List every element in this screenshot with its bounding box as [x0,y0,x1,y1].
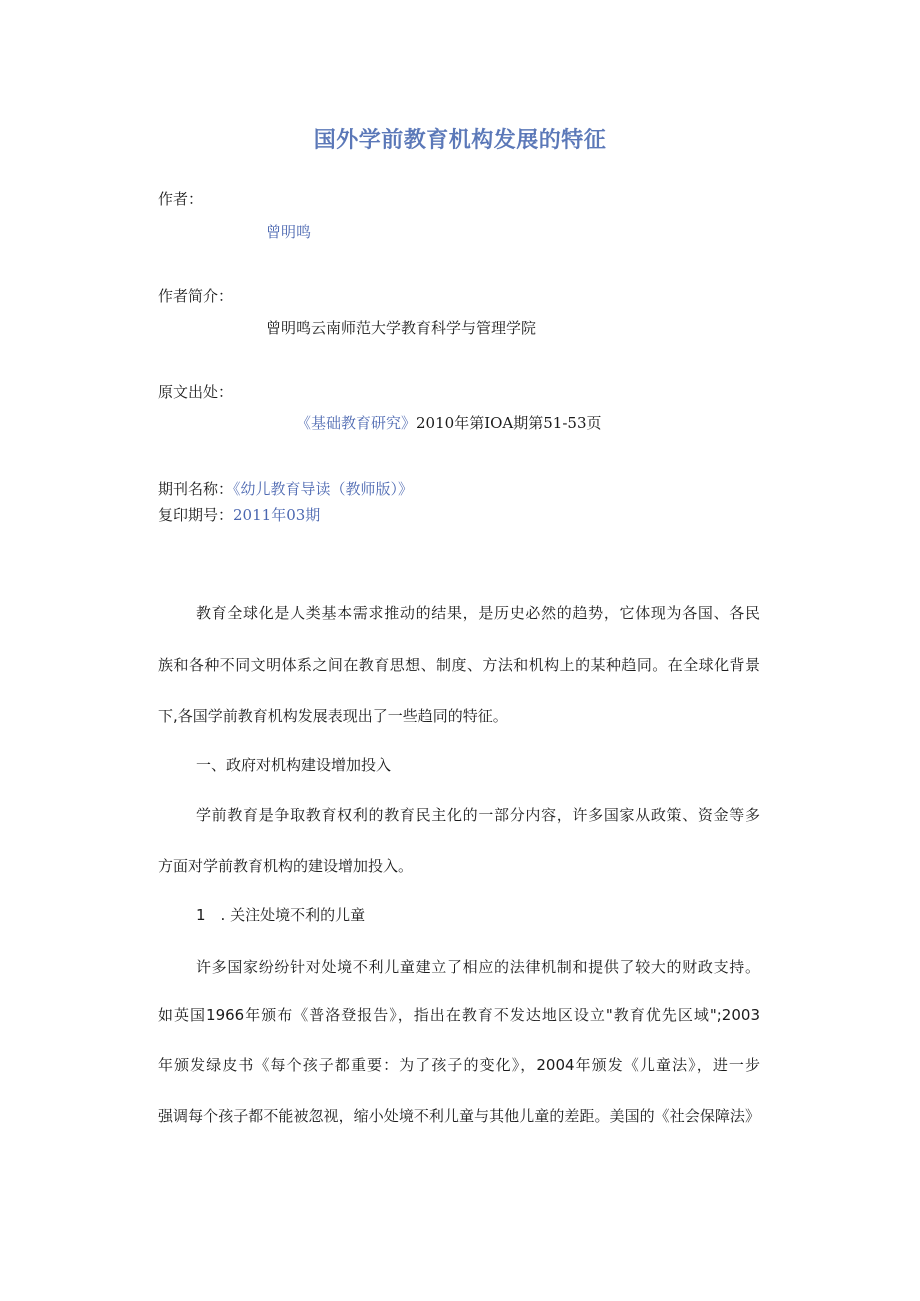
periodical-row [158,478,413,499]
paragraph-line: 年颁发绿皮书《每个孩子都重要：为了孩子的变化》，2004年颁发《儿童法》，进一步 [158,1056,760,1074]
author-name-link[interactable]: 曾明鸣 [266,223,312,241]
paragraph-line: 下,各国学前教育机构发展表现出了一些趋同的特征。 [158,707,508,725]
periodical-label: 期刊名称： [158,480,234,498]
paragraph-line: 强调每个孩子都不能被忽视，缩小处境不利儿童与其他儿童的差距。美国的《社会保障法》 [158,1107,760,1125]
reprint-label: 复印期号： [158,506,234,524]
reprint-row [158,504,320,525]
paragraph-line: 方面对学前教育机构的建设增加投入。 [158,857,414,875]
author-intro-label: 作者简介： [158,287,234,305]
periodical-name-link[interactable]: 《幼儿教育导读（教师版）》 [233,480,414,498]
author-intro-text: 曾明鸣云南师范大学教育科学与管理学院 [266,319,537,337]
source-label: 原文出处： [158,383,234,401]
section-heading: 一、政府对机构建设增加投入 [196,756,392,774]
subsection-heading: 1 . 关注处境不利的儿童 [196,906,366,924]
reprint-issue-link[interactable]: 2011年03期 [233,506,321,524]
paragraph-line: 学前教育是争取教育权利的教育民主化的一部分内容，许多国家从政策、资金等多 [196,806,760,824]
source-citation [296,412,602,433]
paragraph-line: 如英国1966年颁布《普洛登报告》，指出在教育不发达地区设立"教育优先区域";2003 [158,1006,760,1024]
author-label: 作者： [158,190,204,208]
source-journal-link[interactable]: 《基础教育研究》 [296,414,417,432]
paragraph-line: 许多国家纷纷针对处境不利儿童建立了相应的法律机制和提供了较大的财政支持。 [196,958,760,976]
page-title: 国外学前教育机构发展的特征 [313,127,607,153]
paragraph-line: 教育全球化是人类基本需求推动的结果，是历史必然的趋势，它体现为各国、各民 [196,604,760,622]
source-issue: 2010年第IOA期第51-53页 [416,414,602,432]
paragraph-line: 族和各种不同文明体系之间在教育思想、制度、方法和机构上的某种趋同。在全球化背景 [158,656,760,674]
